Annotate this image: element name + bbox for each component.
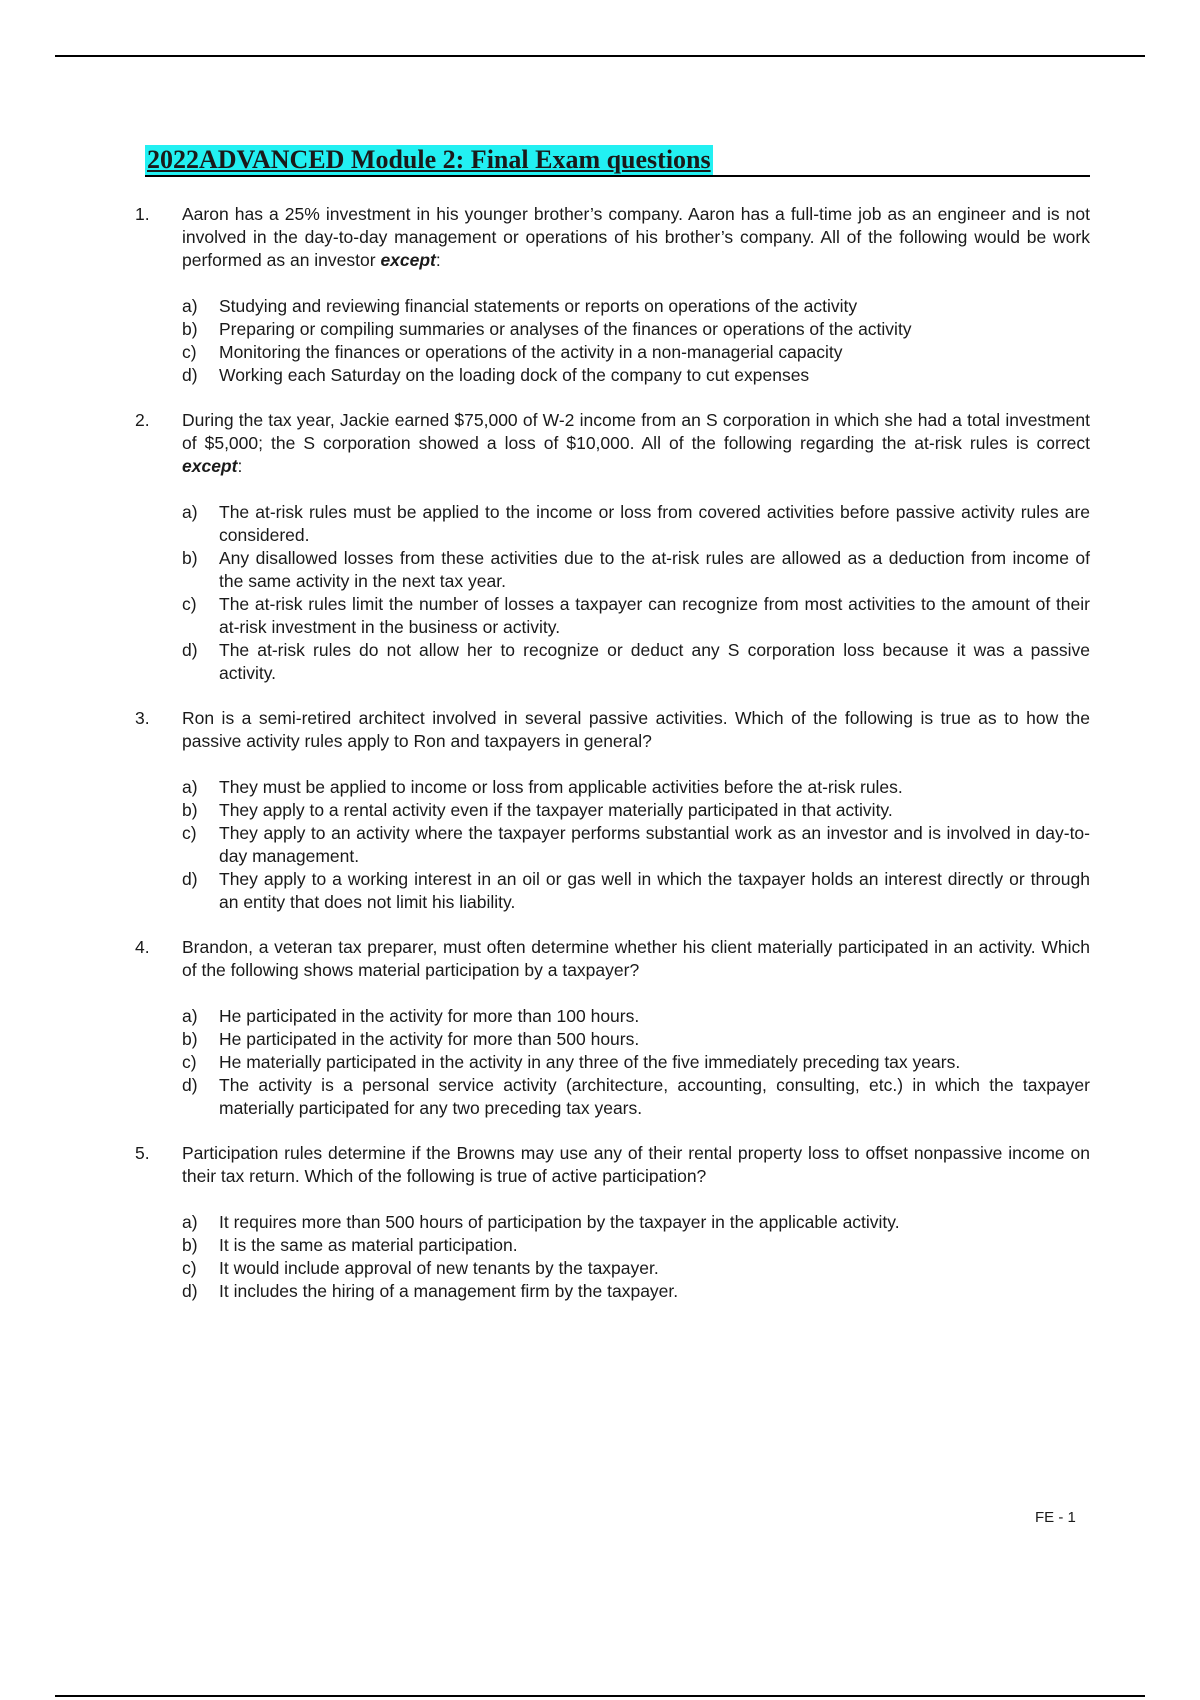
option-c: c) They apply to an activity where the taxpayer performs substantial work as an investor and is involved in day-to-day management. [182, 823, 1090, 866]
question-2 [135, 409, 1090, 685]
page-footer: FE - 1 [1035, 1509, 1076, 1526]
option-b: b) Preparing or compiling summaries or analyses of the finances or operations of the activity [182, 319, 912, 339]
question-text: Participation rules determine if the Browns may use any of their rental property loss to offset nonpassive income on their tax return. Which of the following is true of active participation? [182, 1143, 1090, 1186]
answer-options [182, 501, 1090, 685]
answer-options [182, 776, 1090, 914]
question-3 [135, 707, 1090, 914]
page-title: 2022ADVANCED Module 2: Final Exam questions [147, 145, 711, 174]
question-text: Aaron has a 25% investment in his younger brother’s company. Aaron has a full-time job as an engineer and is not involved in the day-to-day management or operations of his brother’s company. All of the following would be work performed as an investor except: [182, 204, 1090, 270]
question-number: 4. [135, 937, 150, 957]
top-rule [55, 55, 1145, 57]
question-number: 2. [135, 410, 150, 430]
option-b: b) They apply to a rental activity even if the taxpayer materially participated in that activity. [182, 800, 893, 820]
emphasis-except: except [380, 250, 436, 270]
question-text: Brandon, a veteran tax preparer, must often determine whether his client materially participated in an activity. Which of the following shows material participation by a taxpayer? [182, 937, 1090, 980]
question-text: During the tax year, Jackie earned $75,000 of W-2 income from an S corporation in which she had a total investment of $5,000; the S corporation showed a loss of $10,000. All of the following regarding the at-risk rules is correct except: [182, 410, 1090, 476]
question-number: 3. [135, 708, 150, 728]
option-b: b) Any disallowed losses from these activities due to the at-risk rules are allowed as a deduction from income of the same activity in the next tax year. [182, 548, 1090, 591]
answer-options [182, 295, 1090, 387]
option-a: a) The at-risk rules must be applied to the income or loss from covered activities before passive activity rules are considered. [182, 502, 1090, 545]
option-c: c) It would include approval of new tenants by the taxpayer. [182, 1258, 659, 1278]
option-a: a) It requires more than 500 hours of participation by the taxpayer in the applicable activity. [182, 1212, 900, 1232]
option-a: a) He participated in the activity for more than 100 hours. [182, 1006, 640, 1026]
question-1 [135, 203, 1090, 387]
question-text: Ron is a semi-retired architect involved in several passive activities. Which of the following is true as to how the passive activity rules apply to Ron and taxpayers in general? [182, 708, 1090, 751]
emphasis-except: except [182, 456, 238, 476]
option-b: b) He participated in the activity for more than 500 hours. [182, 1029, 640, 1049]
option-c: c) The at-risk rules limit the number of losses a taxpayer can recognize from most activities to the amount of their at-risk investment in the business or activity. [182, 594, 1090, 637]
option-b: b) It is the same as material participation. [182, 1235, 518, 1255]
option-d: d) Working each Saturday on the loading dock of the company to cut expenses [182, 365, 810, 385]
option-d: d) It includes the hiring of a management firm by the taxpayer. [182, 1281, 679, 1301]
option-d: d) They apply to a working interest in an oil or gas well in which the taxpayer holds an interest directly or through an entity that does not limit his liability. [182, 869, 1090, 912]
question-number: 5. [135, 1143, 150, 1163]
answer-options [182, 1005, 1090, 1120]
option-c: c) He materially participated in the activity in any three of the five immediately preceding tax years. [182, 1052, 961, 1072]
option-a: a) Studying and reviewing financial statements or reports on operations of the activity [182, 296, 858, 316]
question-number: 1. [135, 204, 150, 224]
option-d: d) The activity is a personal service activity (architecture, accounting, consulting, etc.) in which the taxpayer materially participated for any two preceding tax years. [182, 1075, 1090, 1118]
question-5 [135, 1142, 1090, 1303]
option-a: a) They must be applied to income or loss from applicable activities before the at-risk rules. [182, 777, 903, 797]
option-c: c) Monitoring the finances or operations of the activity in a non-managerial capacity [182, 342, 843, 362]
answer-options [182, 1211, 1090, 1303]
page-header [145, 145, 1090, 177]
option-d: d) The at-risk rules do not allow her to recognize or deduct any S corporation loss because it was a passive activity. [182, 640, 1090, 683]
question-list [135, 203, 1090, 1325]
bottom-rule [55, 1695, 1145, 1697]
question-4 [135, 936, 1090, 1120]
